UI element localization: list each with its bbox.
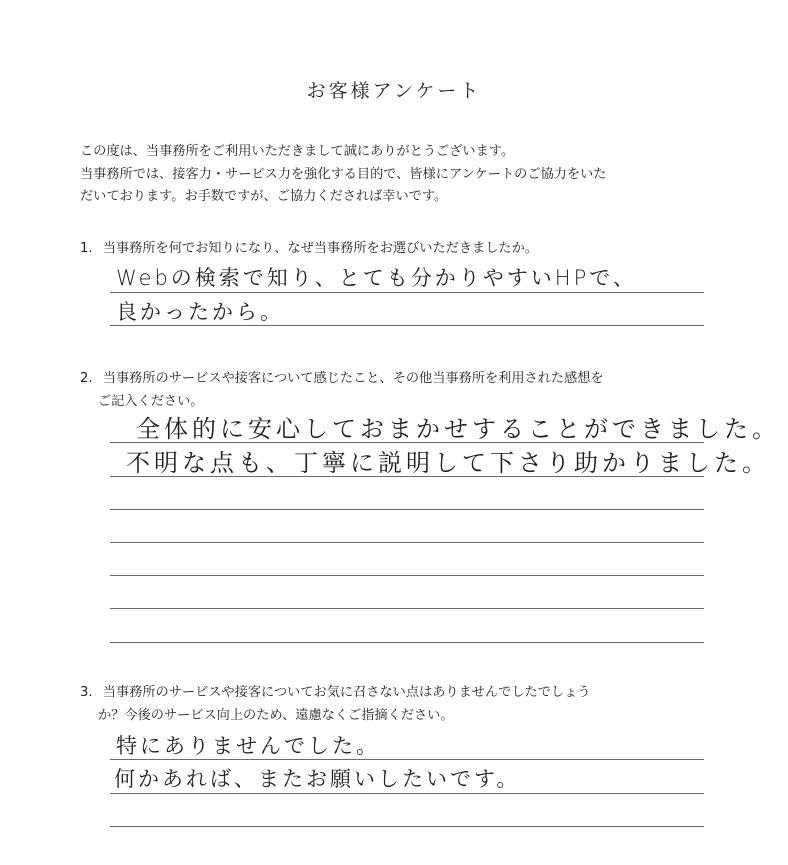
- intro-line: 当事務所では、接客力・サービス力を強化する目的で、皆様にアンケートのご協力をいた: [80, 166, 607, 182]
- answer-line: [110, 292, 704, 293]
- answer-3-text: 特にありませんでした。: [116, 734, 380, 758]
- question-line: か？今後のサービス向上のため、遠慮なくご指摘ください。: [98, 707, 454, 723]
- question-line: 当事務所のサービスや接客について感じたこと、その他当事務所を利用された感想を: [102, 371, 604, 386]
- answer-line: [110, 793, 704, 794]
- answer-line: [110, 542, 704, 543]
- question-3-text: [80, 682, 730, 705]
- intro-line: この度は、当事務所をご利用いただきまして誠にありがとうございます。: [80, 144, 515, 159]
- question-number: 2.: [80, 371, 93, 386]
- intro-line: だいております。お手数ですが、ご協力くだされば幸いです。: [80, 189, 448, 204]
- answer-line: [110, 642, 704, 643]
- question-1-text: [80, 238, 730, 261]
- question-2-text: [80, 368, 730, 391]
- answer-2-text: 全体的に安心しておまかせすることができました。: [136, 415, 780, 443]
- answer-3-text: 何かあれば、またお願いしたいです。: [114, 767, 521, 791]
- question-number: 1.: [80, 241, 93, 256]
- question-line: ご記入ください。: [98, 393, 204, 409]
- answer-line: [110, 509, 704, 510]
- answer-1-text: 良かったから。: [116, 300, 284, 324]
- answer-2-text: 不明な点も、丁寧に説明して下さり助かりました。: [126, 449, 770, 477]
- question-3: [80, 682, 730, 727]
- question-1: [80, 238, 730, 261]
- survey-title: お客様アンケート: [306, 80, 482, 102]
- answer-line: [110, 826, 704, 827]
- question-line: 当事務所を何でお知りになり、なぜ当事務所をお選びいただきましたか。: [102, 241, 538, 256]
- intro-text: [80, 141, 730, 209]
- question-number: 3.: [80, 685, 93, 700]
- answer-line: [110, 608, 704, 609]
- question-2: [80, 368, 730, 413]
- answer-line: [110, 575, 704, 576]
- answer-line: [110, 759, 704, 760]
- question-line: 当事務所のサービスや接客についてお気に召さない点はありませんでしたでしょう: [102, 685, 591, 700]
- answer-line: [110, 325, 704, 326]
- answer-line: [110, 476, 704, 477]
- answer-1-text: Webの検索で知り、とても分かりやすいHPで、: [116, 266, 637, 290]
